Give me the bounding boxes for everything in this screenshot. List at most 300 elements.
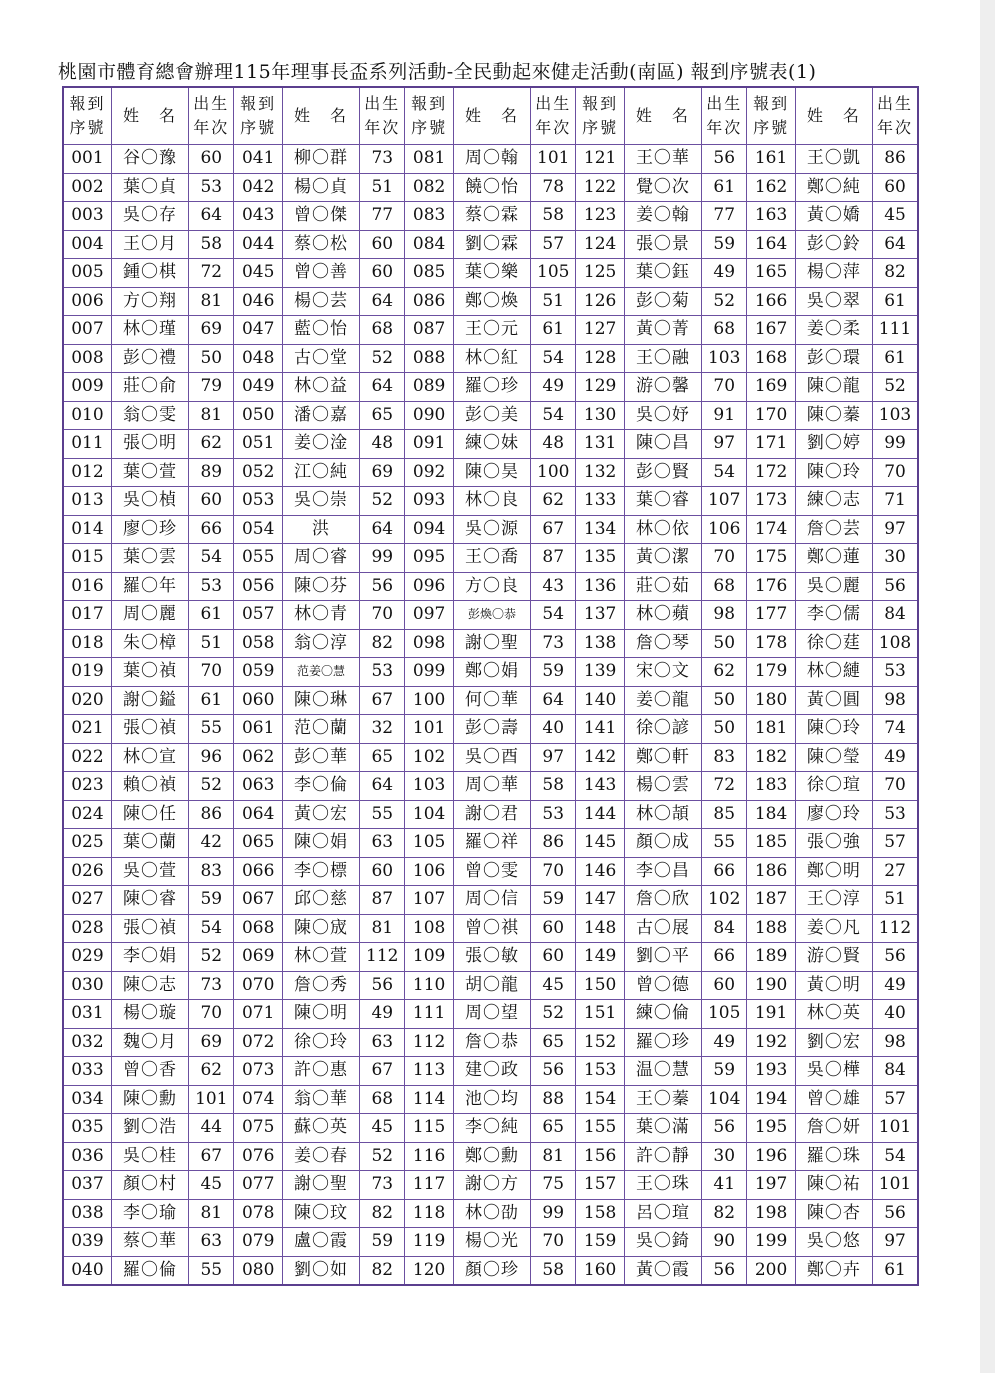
birth-year: 60 — [531, 943, 576, 972]
birth-year: 52 — [189, 772, 234, 801]
birth-year: 58 — [531, 1256, 576, 1285]
participant-name: 李〇純 — [453, 1114, 530, 1143]
birth-year: 66 — [702, 857, 747, 886]
registration-number: 020 — [63, 686, 111, 715]
participant-name: 林〇萱 — [282, 943, 359, 972]
birth-year: 112 — [360, 943, 405, 972]
registration-number: 025 — [63, 829, 111, 858]
registration-number: 104 — [405, 800, 453, 829]
participant-name: 廖〇玲 — [795, 800, 872, 829]
birth-year: 64 — [531, 686, 576, 715]
participant-name: 徐〇諺 — [624, 715, 701, 744]
participant-name: 陳〇蓁 — [795, 401, 872, 430]
participant-name: 葉〇睿 — [624, 487, 701, 516]
participant-name: 陳〇明 — [282, 1000, 359, 1029]
participant-name: 黃〇宏 — [282, 800, 359, 829]
registration-number: 179 — [747, 658, 795, 687]
registration-number: 099 — [405, 658, 453, 687]
participant-name: 鄭〇純 — [795, 173, 872, 202]
birth-year: 70 — [702, 373, 747, 402]
participant-name: 古〇展 — [624, 914, 701, 943]
birth-year: 98 — [873, 1028, 918, 1057]
participant-name: 羅〇珠 — [795, 1142, 872, 1171]
birth-year: 59 — [702, 1057, 747, 1086]
registration-number: 027 — [63, 886, 111, 915]
registration-number: 173 — [747, 487, 795, 516]
registration-number: 151 — [576, 1000, 624, 1029]
registration-number: 046 — [234, 287, 282, 316]
participant-name: 謝〇鎰 — [111, 686, 188, 715]
registration-number: 065 — [234, 829, 282, 858]
table-body — [63, 87, 918, 1285]
registration-number: 068 — [234, 914, 282, 943]
birth-year: 84 — [873, 1057, 918, 1086]
registration-number: 136 — [576, 572, 624, 601]
birth-year: 91 — [702, 401, 747, 430]
birth-year: 97 — [873, 1228, 918, 1257]
registration-number: 141 — [576, 715, 624, 744]
birth-year: 66 — [702, 943, 747, 972]
table-row — [63, 316, 918, 345]
participant-name: 蔡〇霖 — [453, 202, 530, 231]
participant-name: 柳〇群 — [282, 145, 359, 174]
participant-name: 廖〇珍 — [111, 515, 188, 544]
birth-year: 61 — [189, 686, 234, 715]
birth-year: 49 — [873, 743, 918, 772]
participant-name: 鄭〇卉 — [795, 1256, 872, 1285]
participant-name: 彭〇菊 — [624, 287, 701, 316]
registration-number: 166 — [747, 287, 795, 316]
birth-year: 86 — [873, 145, 918, 174]
participant-name: 陳〇娟 — [282, 829, 359, 858]
participant-name: 邱〇慈 — [282, 886, 359, 915]
birth-year: 48 — [531, 430, 576, 459]
registration-number: 192 — [747, 1028, 795, 1057]
header-birth-year: 出生年次 — [873, 87, 918, 145]
birth-year: 54 — [189, 914, 234, 943]
registration-number: 138 — [576, 629, 624, 658]
header-number: 報到序號 — [747, 87, 795, 145]
birth-year: 52 — [360, 1142, 405, 1171]
participant-name: 葉〇雲 — [111, 544, 188, 573]
birth-year: 101 — [531, 145, 576, 174]
participant-name: 楊〇萍 — [795, 259, 872, 288]
registration-number: 112 — [405, 1028, 453, 1057]
birth-year: 54 — [531, 401, 576, 430]
birth-year: 83 — [702, 743, 747, 772]
participant-name: 林〇頡 — [624, 800, 701, 829]
registration-number: 113 — [405, 1057, 453, 1086]
birth-year: 70 — [360, 601, 405, 630]
participant-name: 周〇望 — [453, 1000, 530, 1029]
participant-name: 藍〇怡 — [282, 316, 359, 345]
table-row — [63, 515, 918, 544]
birth-year: 82 — [360, 1256, 405, 1285]
birth-year: 30 — [873, 544, 918, 573]
birth-year: 101 — [873, 1171, 918, 1200]
table-row — [63, 743, 918, 772]
table-row — [63, 1199, 918, 1228]
participant-name: 陳〇玟 — [282, 1199, 359, 1228]
participant-name: 王〇喬 — [453, 544, 530, 573]
participant-name: 彭〇禮 — [111, 344, 188, 373]
birth-year: 65 — [360, 401, 405, 430]
birth-year: 62 — [189, 1057, 234, 1086]
birth-year: 69 — [360, 458, 405, 487]
participant-name: 翁〇雯 — [111, 401, 188, 430]
participant-name: 徐〇莛 — [795, 629, 872, 658]
registration-number: 092 — [405, 458, 453, 487]
registration-number: 058 — [234, 629, 282, 658]
birth-year: 52 — [360, 344, 405, 373]
table-row — [63, 800, 918, 829]
birth-year: 86 — [189, 800, 234, 829]
birth-year: 49 — [702, 259, 747, 288]
participant-name: 林〇蘋 — [624, 601, 701, 630]
birth-year: 81 — [189, 401, 234, 430]
participant-name: 謝〇聖 — [282, 1171, 359, 1200]
birth-year: 53 — [531, 800, 576, 829]
participant-name: 林〇縺 — [795, 658, 872, 687]
table-row — [63, 373, 918, 402]
birth-year: 71 — [873, 487, 918, 516]
birth-year: 63 — [189, 1228, 234, 1257]
birth-year: 58 — [531, 202, 576, 231]
participant-name: 顏〇珍 — [453, 1256, 530, 1285]
participant-name: 吳〇酉 — [453, 743, 530, 772]
birth-year: 73 — [360, 145, 405, 174]
table-row — [63, 629, 918, 658]
registration-number: 169 — [747, 373, 795, 402]
birth-year: 82 — [873, 259, 918, 288]
birth-year: 57 — [873, 829, 918, 858]
birth-year: 81 — [189, 1199, 234, 1228]
registration-number: 127 — [576, 316, 624, 345]
registration-number: 114 — [405, 1085, 453, 1114]
registration-number: 106 — [405, 857, 453, 886]
birth-year: 61 — [873, 1256, 918, 1285]
birth-year: 62 — [531, 487, 576, 516]
participant-name: 彭〇環 — [795, 344, 872, 373]
participant-name: 黃〇菁 — [624, 316, 701, 345]
registration-number: 051 — [234, 430, 282, 459]
registration-number: 045 — [234, 259, 282, 288]
birth-year: 69 — [189, 1028, 234, 1057]
registration-number: 044 — [234, 230, 282, 259]
registration-number: 069 — [234, 943, 282, 972]
registration-number: 073 — [234, 1057, 282, 1086]
registration-number: 189 — [747, 943, 795, 972]
registration-number: 163 — [747, 202, 795, 231]
registration-number: 137 — [576, 601, 624, 630]
registration-number: 186 — [747, 857, 795, 886]
birth-year: 83 — [189, 857, 234, 886]
birth-year: 88 — [531, 1085, 576, 1114]
registration-number: 064 — [234, 800, 282, 829]
registration-number: 023 — [63, 772, 111, 801]
participant-name: 林〇良 — [453, 487, 530, 516]
birth-year: 61 — [702, 173, 747, 202]
registration-number: 165 — [747, 259, 795, 288]
registration-number: 158 — [576, 1199, 624, 1228]
participant-name: 林〇劭 — [453, 1199, 530, 1228]
participant-name: 張〇強 — [795, 829, 872, 858]
birth-year: 70 — [531, 857, 576, 886]
birth-year: 50 — [702, 686, 747, 715]
table-row — [63, 1028, 918, 1057]
participant-name: 羅〇年 — [111, 572, 188, 601]
birth-year: 68 — [702, 316, 747, 345]
participant-name: 谷〇豫 — [111, 145, 188, 174]
registration-number: 154 — [576, 1085, 624, 1114]
birth-year: 56 — [702, 145, 747, 174]
birth-year: 60 — [360, 259, 405, 288]
registration-number: 102 — [405, 743, 453, 772]
table-row — [63, 601, 918, 630]
registration-number: 190 — [747, 971, 795, 1000]
participant-name: 彭〇美 — [453, 401, 530, 430]
birth-year: 97 — [531, 743, 576, 772]
participant-name: 楊〇雲 — [624, 772, 701, 801]
birth-year: 52 — [531, 1000, 576, 1029]
registration-number: 133 — [576, 487, 624, 516]
birth-year: 55 — [360, 800, 405, 829]
participant-name: 翁〇華 — [282, 1085, 359, 1114]
participant-name: 彭〇壽 — [453, 715, 530, 744]
participant-name: 周〇信 — [453, 886, 530, 915]
birth-year: 32 — [360, 715, 405, 744]
participant-name: 鄭〇勳 — [453, 1142, 530, 1171]
birth-year: 55 — [189, 715, 234, 744]
birth-year: 45 — [873, 202, 918, 231]
participant-name: 黃〇明 — [795, 971, 872, 1000]
participant-name: 顏〇成 — [624, 829, 701, 858]
participant-name: 王〇融 — [624, 344, 701, 373]
registration-number: 195 — [747, 1114, 795, 1143]
participant-name: 蔡〇松 — [282, 230, 359, 259]
participant-name: 謝〇聖 — [453, 629, 530, 658]
birth-year: 81 — [189, 287, 234, 316]
registration-number: 074 — [234, 1085, 282, 1114]
birth-year: 54 — [189, 544, 234, 573]
registration-number: 085 — [405, 259, 453, 288]
registration-number: 156 — [576, 1142, 624, 1171]
birth-year: 96 — [189, 743, 234, 772]
header-name: 姓 名 — [111, 87, 188, 145]
registration-number: 122 — [576, 173, 624, 202]
participant-name: 葉〇貞 — [111, 173, 188, 202]
birth-year: 49 — [702, 1028, 747, 1057]
participant-name: 張〇景 — [624, 230, 701, 259]
participant-name: 賴〇禎 — [111, 772, 188, 801]
registration-number: 194 — [747, 1085, 795, 1114]
birth-year: 82 — [360, 1199, 405, 1228]
participant-name: 陳〇玲 — [795, 715, 872, 744]
participant-name: 陳〇玲 — [795, 458, 872, 487]
participant-name: 陳〇祐 — [795, 1171, 872, 1200]
participant-name: 游〇賢 — [795, 943, 872, 972]
participant-name: 姜〇春 — [282, 1142, 359, 1171]
participant-name: 黃〇霞 — [624, 1256, 701, 1285]
participant-name: 許〇惠 — [282, 1057, 359, 1086]
participant-name: 劉〇如 — [282, 1256, 359, 1285]
registration-number: 188 — [747, 914, 795, 943]
participant-name: 李〇昌 — [624, 857, 701, 886]
registration-number: 185 — [747, 829, 795, 858]
registration-number: 018 — [63, 629, 111, 658]
table-row — [63, 1085, 918, 1114]
participant-name: 彭〇鈴 — [795, 230, 872, 259]
birth-year: 60 — [873, 173, 918, 202]
registration-number: 096 — [405, 572, 453, 601]
birth-year: 51 — [360, 173, 405, 202]
registration-number: 162 — [747, 173, 795, 202]
registration-number: 200 — [747, 1256, 795, 1285]
header-name: 姓 名 — [795, 87, 872, 145]
table-row — [63, 1057, 918, 1086]
table-row — [63, 886, 918, 915]
registration-number: 028 — [63, 914, 111, 943]
participant-name: 詹〇妍 — [795, 1114, 872, 1143]
participant-name: 姜〇凡 — [795, 914, 872, 943]
participant-name: 詹〇芸 — [795, 515, 872, 544]
birth-year: 65 — [531, 1028, 576, 1057]
birth-year: 27 — [873, 857, 918, 886]
participant-name: 吳〇崇 — [282, 487, 359, 516]
birth-year: 97 — [873, 515, 918, 544]
birth-year: 49 — [531, 373, 576, 402]
registration-number: 063 — [234, 772, 282, 801]
birth-year: 60 — [189, 145, 234, 174]
birth-year: 53 — [189, 173, 234, 202]
birth-year: 75 — [531, 1171, 576, 1200]
registration-number: 097 — [405, 601, 453, 630]
registration-number: 077 — [234, 1171, 282, 1200]
registration-number: 082 — [405, 173, 453, 202]
participant-name: 詹〇恭 — [453, 1028, 530, 1057]
registration-number: 007 — [63, 316, 111, 345]
birth-year: 51 — [189, 629, 234, 658]
participant-name: 曾〇傑 — [282, 202, 359, 231]
registration-number: 084 — [405, 230, 453, 259]
birth-year: 45 — [189, 1171, 234, 1200]
birth-year: 59 — [531, 886, 576, 915]
registration-number: 042 — [234, 173, 282, 202]
birth-year: 61 — [189, 601, 234, 630]
participant-name: 許〇靜 — [624, 1142, 701, 1171]
participant-name: 莊〇俞 — [111, 373, 188, 402]
birth-year: 87 — [531, 544, 576, 573]
participant-name: 劉〇浩 — [111, 1114, 188, 1143]
registration-number: 094 — [405, 515, 453, 544]
participant-name: 吳〇楨 — [111, 487, 188, 516]
table-row — [63, 1171, 918, 1200]
registration-number: 196 — [747, 1142, 795, 1171]
birth-year: 54 — [873, 1142, 918, 1171]
table-row — [63, 1114, 918, 1143]
table-row — [63, 202, 918, 231]
birth-year: 74 — [873, 715, 918, 744]
participant-name: 陳〇昊 — [453, 458, 530, 487]
birth-year: 84 — [702, 914, 747, 943]
registration-number: 024 — [63, 800, 111, 829]
participant-name: 吳〇翠 — [795, 287, 872, 316]
birth-year: 61 — [873, 344, 918, 373]
participant-name: 吳〇妤 — [624, 401, 701, 430]
participant-name: 姜〇翰 — [624, 202, 701, 231]
registration-number: 142 — [576, 743, 624, 772]
participant-name: 陳〇勳 — [111, 1085, 188, 1114]
birth-year: 104 — [702, 1085, 747, 1114]
participant-name: 姜〇龍 — [624, 686, 701, 715]
birth-year: 59 — [189, 886, 234, 915]
participant-name: 李〇標 — [282, 857, 359, 886]
participant-name: 彭〇華 — [282, 743, 359, 772]
participant-name: 羅〇珍 — [624, 1028, 701, 1057]
registration-number: 098 — [405, 629, 453, 658]
birth-year: 70 — [873, 772, 918, 801]
birth-year: 78 — [531, 173, 576, 202]
participant-name: 張〇禎 — [111, 914, 188, 943]
registration-number: 171 — [747, 430, 795, 459]
birth-year: 45 — [531, 971, 576, 1000]
participant-name: 謝〇君 — [453, 800, 530, 829]
table-row — [63, 686, 918, 715]
birth-year: 90 — [702, 1228, 747, 1257]
table-row — [63, 971, 918, 1000]
participant-name: 楊〇光 — [453, 1228, 530, 1257]
participant-name: 李〇娟 — [111, 943, 188, 972]
registration-number: 067 — [234, 886, 282, 915]
registration-number: 004 — [63, 230, 111, 259]
birth-year: 43 — [531, 572, 576, 601]
registration-number: 012 — [63, 458, 111, 487]
header-number: 報到序號 — [576, 87, 624, 145]
registration-number: 022 — [63, 743, 111, 772]
registration-number: 035 — [63, 1114, 111, 1143]
table-row — [63, 1142, 918, 1171]
registration-number: 108 — [405, 914, 453, 943]
registration-number: 160 — [576, 1256, 624, 1285]
registration-number: 002 — [63, 173, 111, 202]
participant-name: 吳〇萱 — [111, 857, 188, 886]
birth-year: 67 — [360, 686, 405, 715]
participant-name: 洪 — [282, 515, 359, 544]
participant-name: 鄭〇明 — [795, 857, 872, 886]
participant-name: 彭煥〇恭 — [453, 601, 530, 630]
registration-number: 143 — [576, 772, 624, 801]
registration-number: 161 — [747, 145, 795, 174]
registration-number: 091 — [405, 430, 453, 459]
registration-number: 032 — [63, 1028, 111, 1057]
birth-year: 70 — [531, 1228, 576, 1257]
birth-year: 58 — [189, 230, 234, 259]
registration-number: 159 — [576, 1228, 624, 1257]
table-row — [63, 430, 918, 459]
birth-year: 56 — [873, 1199, 918, 1228]
participant-name: 吳〇悠 — [795, 1228, 872, 1257]
birth-year: 50 — [189, 344, 234, 373]
participant-name: 葉〇樂 — [453, 259, 530, 288]
participant-name: 詹〇秀 — [282, 971, 359, 1000]
birth-year: 101 — [189, 1085, 234, 1114]
registration-number: 029 — [63, 943, 111, 972]
participant-name: 鄭〇蓮 — [795, 544, 872, 573]
birth-year: 89 — [189, 458, 234, 487]
participant-name: 盧〇霞 — [282, 1228, 359, 1257]
registration-number: 139 — [576, 658, 624, 687]
header-name: 姓 名 — [282, 87, 359, 145]
